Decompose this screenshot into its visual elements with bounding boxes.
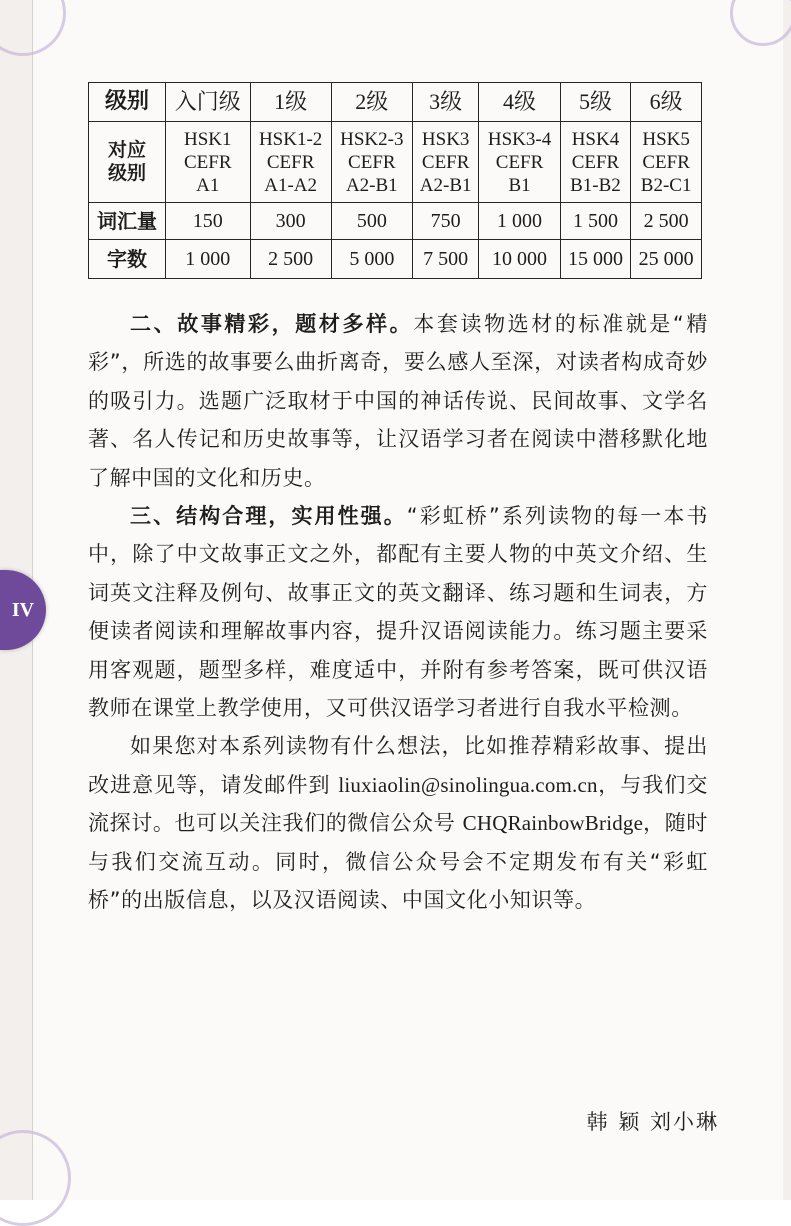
table-cell: 1 500 — [560, 203, 631, 240]
table-cell: 300 — [250, 203, 331, 240]
wechat-account: CHQRainbowBridge — [462, 811, 644, 836]
table-cell: 1 000 — [165, 240, 250, 279]
paragraph-text: 本套读物选材的标准就是“精彩”，所选的故事要么曲折离奇，要么感人至深，对读者构成奇妙的吸引力。选题广泛取材于中国的神话传说、民间故事、文学名著、名人传记和历史故事等，让汉语学习者在阅读中潜移默化地了解中国的文化和历史。 — [88, 312, 708, 490]
body-text — [88, 305, 708, 920]
row-label: 词汇量 — [89, 203, 166, 240]
table-cell: HSK1-2 CEFR A1-A2 — [250, 122, 331, 203]
paragraph-text: “彩虹桥”系列读物的每一本书中，除了中文故事正文之外，都配有主要人物的中英文介绍、生词英文注释及例句、故事正文的英文翻译、练习题和生词表，方便读者阅读和理解故事内容，提升汉语阅读能力。练习题主要采用客观题，题型多样，难度适中，并附有参考答案，既可供汉语教师在课堂上教学使用，又可供汉语学习者进行自我水平检测。 — [88, 504, 708, 721]
email-address: liuxiaolin@sinolingua.com.cn — [338, 772, 598, 797]
table-cell: 25 000 — [631, 240, 702, 279]
header-cell: 2级 — [331, 83, 412, 122]
page-number: IV — [11, 598, 35, 621]
header-cell: 6级 — [631, 83, 702, 122]
paragraph-structure — [88, 497, 708, 727]
table-cell: 15 000 — [560, 240, 631, 279]
header-cell: 4级 — [479, 83, 560, 122]
row-label: 对应 级别 — [89, 122, 166, 203]
table-row-levels — [89, 122, 702, 203]
paragraph-lead: 二、故事精彩，题材多样。 — [130, 312, 414, 336]
row-label: 字数 — [89, 240, 166, 279]
table-header-row — [89, 83, 702, 122]
paragraph-lead: 三、结构合理，实用性强。 — [130, 504, 407, 529]
table-cell: HSK5 CEFR B2-C1 — [631, 122, 702, 203]
table-cell: 750 — [412, 203, 479, 240]
paragraph-text: 如果您对本系列读物有什么想法，比如推荐精彩故事、提出改进意见等，请发邮件到 — [88, 734, 708, 797]
header-cell: 3级 — [412, 83, 479, 122]
table-cell: 10 000 — [479, 240, 560, 279]
header-cell: 5级 — [560, 83, 631, 122]
table-cell: 5 000 — [331, 240, 412, 279]
paragraph-text: ，与我们交流探讨。也可以关注我们的微信公众号 — [88, 772, 709, 836]
paragraph-text: ，随时与我们交流互动。同时，微信公众号会不定期发布有关“彩虹桥”的出版信息，以及汉语阅读、中国文化小知识等。 — [88, 811, 708, 913]
header-cell: 1级 — [250, 83, 331, 122]
table-cell: 1 000 — [479, 203, 560, 240]
header-cell: 入门级 — [165, 83, 250, 122]
table-cell: HSK3 CEFR A2-B1 — [412, 122, 479, 203]
header-cell: 级别 — [89, 83, 166, 122]
table-cell: 150 — [165, 203, 250, 240]
table-cell: HSK3-4 CEFR B1 — [479, 122, 560, 203]
level-table — [88, 82, 702, 279]
paragraph-contact — [88, 727, 708, 919]
table-cell: 500 — [331, 203, 412, 240]
table-row-characters — [89, 240, 702, 279]
table-cell: 2 500 — [631, 203, 702, 240]
table-cell: HSK2-3 CEFR A2-B1 — [331, 122, 412, 203]
table-cell: HSK1 CEFR A1 — [165, 122, 250, 203]
table-cell: HSK4 CEFR B1-B2 — [560, 122, 631, 203]
table-cell: 2 500 — [250, 240, 331, 279]
signature: 韩 颖 刘小琳 — [586, 1110, 719, 1134]
table-cell: 7 500 — [412, 240, 479, 279]
table-row-vocabulary — [89, 203, 702, 240]
paragraph-stories — [88, 305, 708, 497]
